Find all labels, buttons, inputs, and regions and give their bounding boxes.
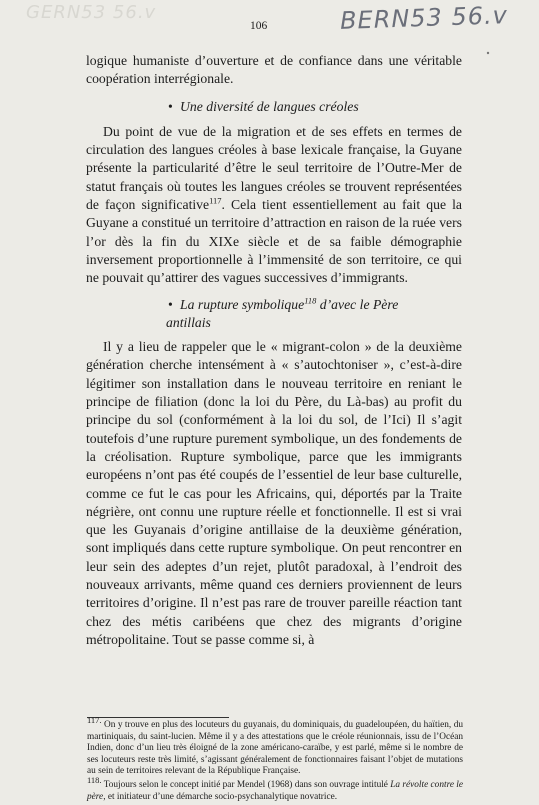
page-number: 106 [250, 20, 268, 32]
heading-2-text-a: La rupture symbolique [180, 296, 305, 312]
pencil-mark [486, 42, 490, 46]
paragraph-1 [86, 123, 462, 288]
main-text [86, 52, 462, 649]
paragraph-1-part-b: . Cela tient essentiellement au fait que la Guyane a constitué un territoire d’attraction en raison de la ruée vers l’or dès la fin du XIXe siècle et de sa faible démographie inversement proportionnelle à l’immensité de son territoire, ce qui ne pouvait qu’attirer des vagues successives d’immigrants. [86, 197, 462, 286]
footnote-118-label: 118. [87, 775, 102, 786]
section-heading-2 [86, 296, 462, 333]
footnote-separator [87, 717, 229, 718]
footnote-ref-117: 117 [209, 195, 222, 206]
footnote-117 [87, 715, 463, 778]
footnotes [87, 715, 464, 805]
heading-2-text-c: antillais [166, 314, 211, 330]
footnote-117-label: 117. [87, 715, 102, 725]
bullet-icon: • [168, 296, 173, 312]
footnote-ref-118: 118 [304, 295, 317, 305]
footnote-118-text-a: Toujours selon le concept initié par Mendel (1968) dans son ouvrage intitulé [101, 780, 391, 791]
intro-paragraph: logique humaniste d’ouverture et de confiance dans une véritable coopération interrégionale. [86, 53, 462, 87]
handwritten-annotation: BERN53 56.v [339, 1, 509, 35]
footnote-118-text-b: , et initiateur d’une démarche socio-psychanalytique novatrice. [103, 791, 338, 802]
footnote-118-book-title: La révolte contre le père [87, 780, 464, 802]
heading-2-text-b: d’avec le Père [316, 296, 399, 312]
bullet-icon: • [168, 98, 173, 114]
section-heading-1 [86, 98, 462, 116]
heading-1-text: Une diversité de langues créoles [180, 98, 359, 114]
paragraph-2: Il y a lieu de rappeler que le « migrant-colon » de la deuxième génération cherche intensément à « s’autochtoniser », c’est-à-dire légitimer son installation dans le nouveau territoire en reniant le principe de filiation (donc la loi du Père, du Là-bas) au profit du principe du sol (conformément à la loi du sol, de l’Ici) Il s’agit toutefois d’une rupture purement symbolique, un des fondements de la créolisation. Rupture symbolique, parce que les immigrants européens n’ont pas été coupés de l’essentiel de leur base culturelle, comme ce fut le cas pour les Africains, qui, déportés par la Traite négrière, ont connu une rupture réelle et fonctionnelle. Il est si vrai que les Guyanais d’origine antillaise de la deuxième génération, sont impliqués dans cette rupture symbolique. On peut rencontrer en leur sein des adeptes d’un rejet, plutôt paradoxal, à l’endroit des nouveaux arrivants, même quand ces derniers proviennent de leurs territoires d’origine. Il n’est pas rare de trouver pareille réaction tant chez des métis caribéens que chez des migrants d’origine métropolitaine. Tout se passe comme si, à [86, 339, 462, 647]
bleed-through-text: GERN53 56.v [26, 2, 157, 23]
footnote-117-text: On y trouve en plus des locuteurs du guyanais, du dominiquais, du guadeloupéen, du haïtien, du martiniquais, du saint-lucien. Même il y a des attestations que le créole réunionnais, issu de l’Océan Indien, donc d’un lieu très éloigné de la zone américano-caraïbe, y est parlé, même si le nombre de ses locuteurs reste très limité, s’agissant généralement de fonctionnaires faisant l’objet de mutations au sein de territoires relevant de la République Française. [87, 720, 463, 777]
paragraph-1-part-a: Du point de vue de la migration et de ses effets en termes de circulation des langues créoles à base lexicale française, la Guyane présente la particularité d’être le seul territoire de l’Outre-Mer de statut français où toutes les langues créoles se trouvent représentées de façon significative [86, 123, 462, 213]
